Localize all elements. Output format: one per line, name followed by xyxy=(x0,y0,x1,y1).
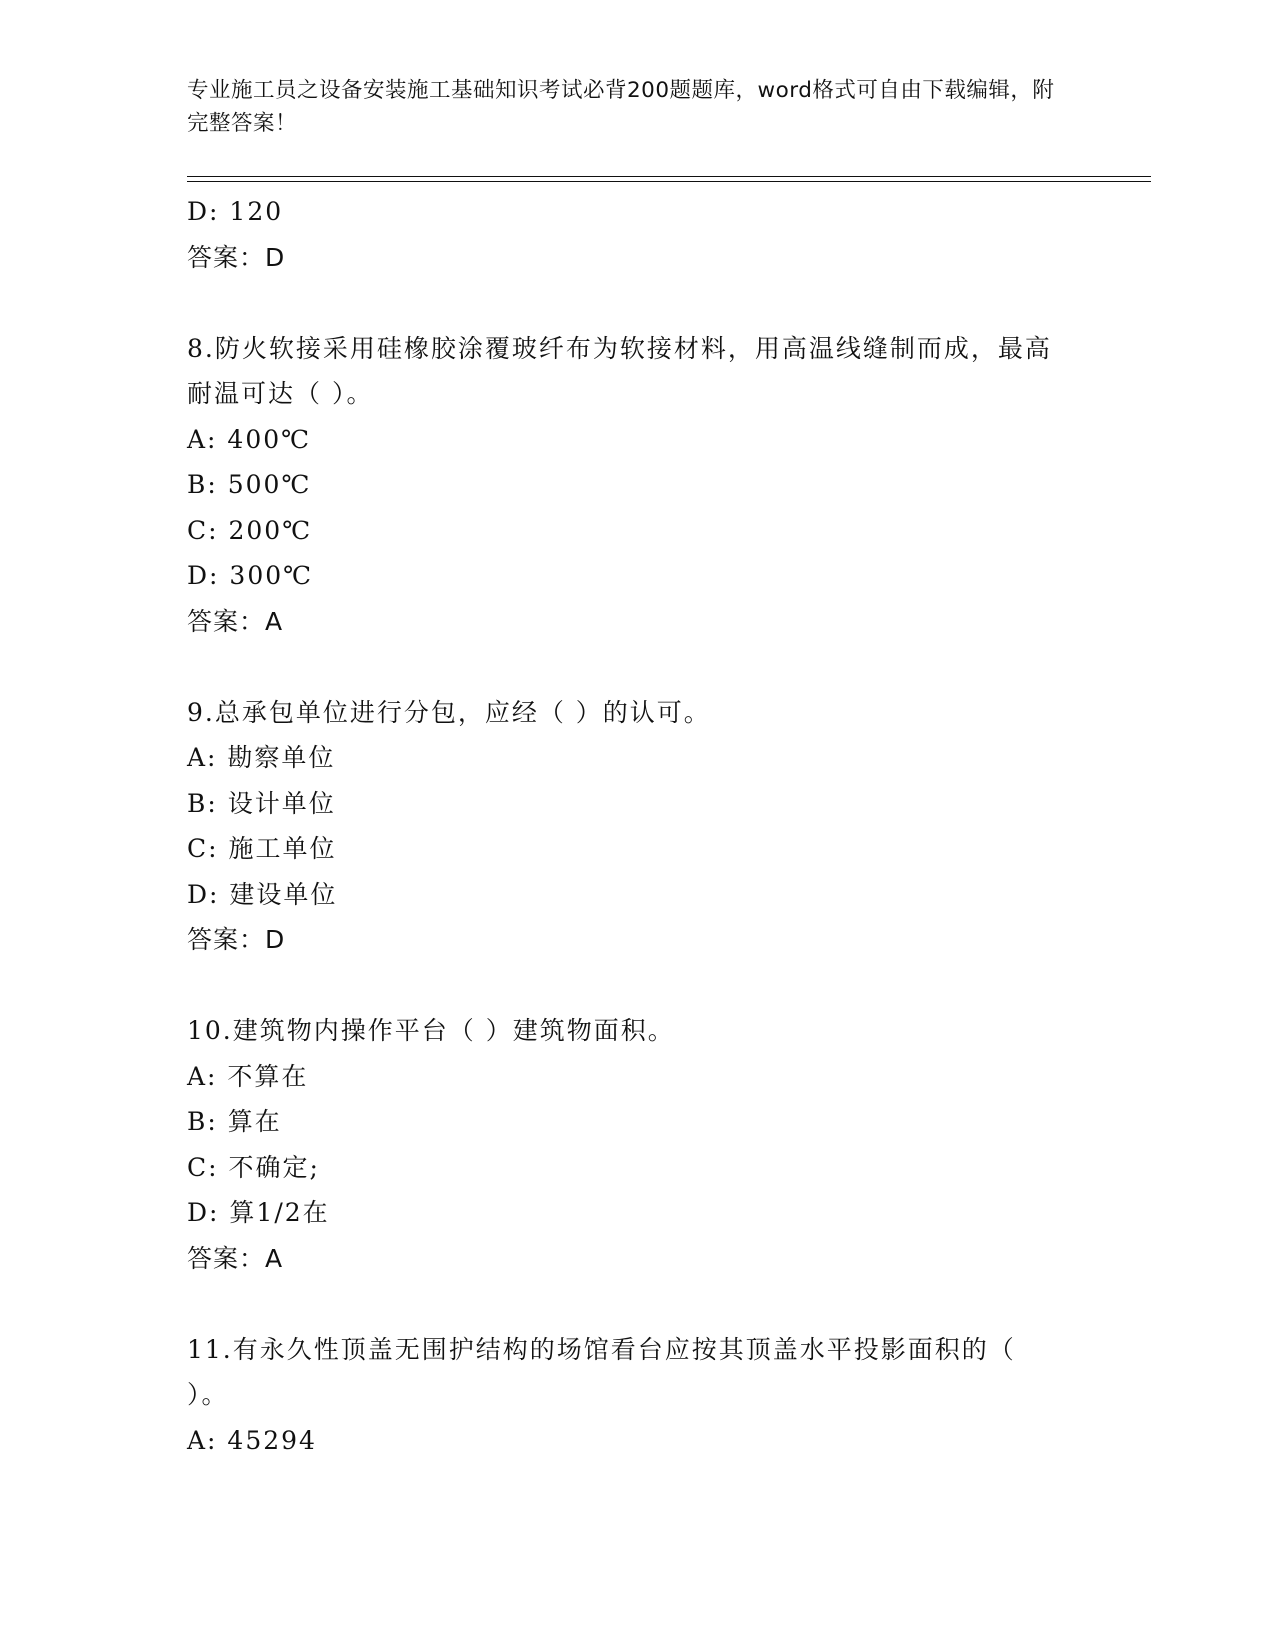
answer-line: 答案：D xyxy=(187,925,286,954)
answer-line: 答案：A xyxy=(187,606,284,636)
option-a: A: 45294 xyxy=(187,1425,317,1455)
question-block xyxy=(187,1008,1067,1281)
option-c: C: 200℃ xyxy=(187,515,313,545)
question-text: 8.防火软接采用硅橡胶涂覆玻纤布为软接材料，用高温线缝制而成，最高耐温可达（ ）。 xyxy=(187,333,1052,408)
option-d: D: 建设单位 xyxy=(187,879,338,909)
spacer xyxy=(187,280,1067,326)
option-a: A: 不算在 xyxy=(187,1061,309,1091)
option-b: B: 设计单位 xyxy=(187,788,336,818)
answer-line: 答案：A xyxy=(187,1243,284,1273)
option-c: C: 不确定; xyxy=(187,1152,320,1182)
option-b: B: 500℃ xyxy=(187,470,312,499)
spacer xyxy=(187,963,1067,1009)
option-d: D: 算1/2在 xyxy=(187,1198,330,1227)
answer-line: 答案：D xyxy=(187,242,286,272)
option-d: D: 300℃ xyxy=(187,561,314,590)
question-block xyxy=(187,1327,1067,1464)
header-divider-bottom xyxy=(187,181,1151,182)
question-text: 10.建筑物内操作平台（ ）建筑物面积。 xyxy=(187,1016,675,1045)
question-text: 11.有永久性顶盖无围护结构的场馆看台应按其顶盖水平投影面积的（ ）。 xyxy=(187,1334,1016,1409)
document-header xyxy=(187,74,1067,140)
option-c: C: 施工单位 xyxy=(187,834,337,863)
header-title: 专业施工员之设备安装施工基础知识考试必背200题题库，word格式可自由下载编辑，附完整答案！ xyxy=(187,78,1055,136)
spacer xyxy=(187,1281,1067,1327)
option-a: A: 400℃ xyxy=(187,424,312,454)
option-b: B: 算在 xyxy=(187,1107,282,1136)
option-a: A: 勘察单位 xyxy=(187,743,336,772)
question-text: 9.总承包单位进行分包，应经（ ）的认可。 xyxy=(187,697,711,727)
question-block xyxy=(187,326,1067,645)
document-body xyxy=(187,189,1067,1463)
question-block xyxy=(187,690,1067,963)
option-d: D: 120 xyxy=(187,197,284,226)
spacer xyxy=(187,644,1067,690)
header-divider-top xyxy=(187,176,1151,177)
